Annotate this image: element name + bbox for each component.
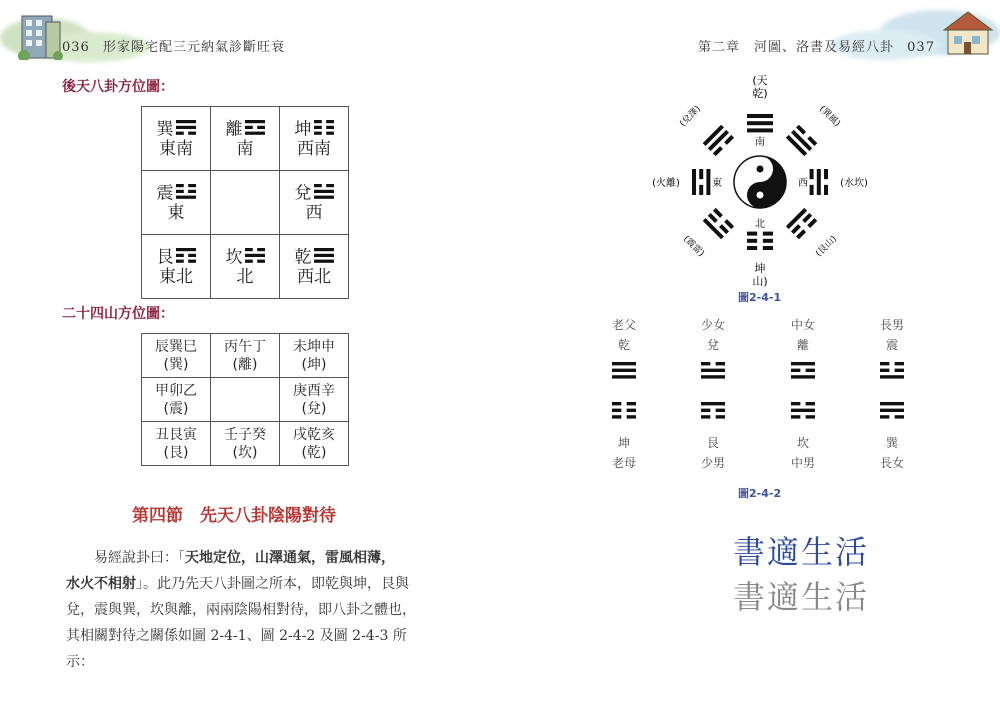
watermark-line-1: 書適生活 [733,533,870,571]
trigram-icon [245,119,265,140]
trigram-icon [176,247,196,268]
outer-label-top-2: 乾) [752,87,768,100]
trigram-name: 坎 [796,436,809,450]
figure-caption-2-4-1: 圖2-4-1 [738,291,782,304]
outer-label-bottom-1: 坤 [754,262,766,275]
trigram-icon [176,183,196,204]
li-trigram [692,169,710,195]
right-chapter-title: 第二章 河圖、洛書及易經八卦 [698,40,895,55]
direction-label-west: 西 [798,178,808,189]
grid-cell-qian: 乾 西北 [280,235,349,299]
lower-trigram [791,402,815,419]
kan-trigram [810,169,828,195]
xiantian-bagua-diagram [640,72,880,292]
mountain-cell: 甲卯乙 (震) [142,378,211,422]
role-label: 老父 [611,318,636,332]
left-book-title: 形家陽宅配三元納氣診斷旺衰 [102,40,285,55]
trigram-name: 巽 [885,436,898,450]
trigram-icon [245,247,265,268]
outer-label-bottom-right: (艮山) [814,234,839,259]
role-label: 長男 [879,318,904,332]
section-title-houtian: 後天八卦方位圖： [62,79,174,95]
section-title-24-mountains: 二十四山方位圖： [62,306,174,322]
mountain-cell: 未坤申 (坤) [280,334,349,378]
direction-label-north: 北 [755,219,765,230]
role-label: 少男 [700,456,725,470]
zhen-trigram [703,208,734,239]
right-running-header [698,36,935,55]
grid-cell-kun: 坤 西南 [280,107,349,171]
upper-trigram [791,362,815,379]
watermark-line-2: 書適生活 [733,578,870,616]
figure-2-4-2 [596,316,926,476]
direction-label-east: 東 [712,178,722,189]
outer-label-top-1: (天 [752,74,768,87]
paired-trigrams [596,356,926,434]
role-label: 中女 [790,318,815,332]
section-heading: 第四節 先天八卦陰陽對待 [132,506,336,526]
kun-trigram [747,232,773,250]
mountain-cell: 壬子癸 (坎) [211,422,280,466]
trigram-name: 兌 [706,338,719,352]
header-left-decoration [0,0,500,70]
direction-label-south: 南 [755,137,765,148]
mountain-cell: 丙午丁 (離) [211,334,280,378]
right-page-number: 037 [907,40,935,55]
trigram-name: 艮 [706,436,719,450]
twenty-four-mountains-grid [141,333,349,466]
lower-trigram [701,402,725,419]
houtian-bagua-grid [141,106,349,299]
mountain-cell: 辰巽巳 (巽) [142,334,211,378]
grid-cell-gen: 艮 東北 [142,235,211,299]
grid-cell-center [211,171,280,235]
mountain-cell-center [211,378,280,422]
mountain-cell: 戌乾亥 (乾) [280,422,349,466]
left-running-header [62,36,285,55]
outer-label-right: (水坎) [840,178,868,189]
trigram-name: 乾 [617,338,630,352]
role-label: 老母 [611,456,636,470]
mountain-cell: 丑艮寅 (艮) [142,422,211,466]
trigram-icon [176,119,196,140]
outer-label-bottom-2: 山) [752,275,768,288]
outer-label-left: (火離) [652,178,680,189]
gen-trigram [786,208,817,239]
trigram-icon [314,183,334,204]
figure-caption-2-4-2: 圖2-4-2 [738,487,782,500]
lower-trigram [880,402,904,419]
upper-trigram [612,362,636,379]
left-page-number: 036 [62,40,90,55]
grid-cell-xun: 巽 東南 [142,107,211,171]
xun-trigram [786,125,817,156]
house-icon [940,8,996,58]
trigram-icon [314,119,334,140]
grid-cell-li: 離 南 [211,107,280,171]
trigram-name: 離 [796,338,809,352]
upper-trigram [701,362,725,379]
grid-cell-zhen: 震 東 [142,171,211,235]
outer-label-top-left: (兌澤) [678,104,703,129]
grid-cell-kan: 坎 北 [211,235,280,299]
trigram-name: 坤 [617,436,630,450]
header-right-decoration [500,0,1000,70]
trigram-icon [314,247,334,268]
outer-label-bottom-left: (震雷) [681,234,706,259]
outer-label-top-right: (巽風) [817,104,842,129]
role-label: 中男 [790,456,815,470]
yin-yang-icon [734,156,786,208]
mountain-cell: 庚酉辛 (兌) [280,378,349,422]
grid-cell-dui: 兌 西 [280,171,349,235]
body-paragraph: 易經說卦曰：「天地定位，山澤通氣，雷風相薄， 水火不相射」。此乃先天八卦圖之所本，即乾與坤，艮與 兌，震與巽，坎與離，兩兩陰陽相對待，即八卦之體也， 其相關對待之關係如圖 2-4-1、圖 2-4-2 及圖 2-4-3 所示： [66,550,416,670]
dui-trigram [703,125,734,156]
role-label: 長女 [879,456,904,470]
building-icon [18,8,64,60]
trigram-name: 震 [885,338,898,352]
upper-trigram [880,362,904,379]
lower-trigram [612,402,636,419]
role-label: 少女 [700,318,725,332]
qian-trigram [747,114,773,132]
